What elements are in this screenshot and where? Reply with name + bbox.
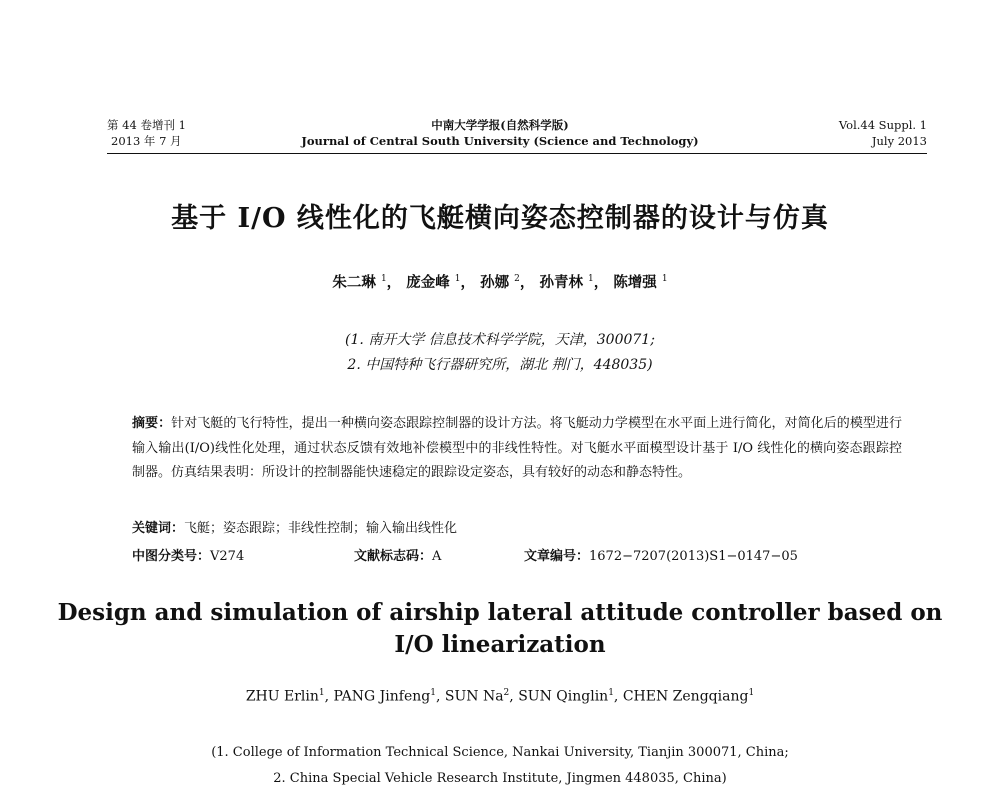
author-affiliation-mark: 1 xyxy=(454,274,461,285)
doc-code-label: 文献标志码： xyxy=(354,549,433,564)
clc-value: V274 xyxy=(210,549,245,564)
header-volume-en: Vol.44 Suppl. 1 xyxy=(838,118,927,132)
paper-title-en-line: I/O linearization xyxy=(394,631,606,658)
abstract-label: 摘要： xyxy=(132,416,172,431)
affiliation-line: 2. 中国特种飞行器研究所，湖北 荆门，448035) xyxy=(347,357,653,373)
journal-name-cn: 中南大学学报(自然科学版) xyxy=(431,118,569,132)
author-name: 庞金峰 xyxy=(406,274,450,291)
author-affiliation-mark: 2 xyxy=(514,274,520,285)
keywords-cn xyxy=(132,519,902,539)
author-name-en: PANG Jinfeng xyxy=(333,688,431,705)
header-volume-cn: 第 44 卷增刊 1 xyxy=(107,118,186,132)
authors-cn: 朱二琳 $^1$， 庞金峰 $^1$， 孙娜 $^2$， 孙青林 $^1$， 陈增强 $^1$ xyxy=(332,274,668,291)
author-affiliation-mark: 2 xyxy=(503,688,510,698)
abstract-cn xyxy=(132,412,902,486)
author-name-en: SUN Na xyxy=(444,688,504,705)
author-name-en: SUN Qinglin xyxy=(518,688,609,705)
author-affiliation-mark: 1 xyxy=(608,688,614,698)
article-number-label: 文章编号： xyxy=(524,549,590,564)
affiliation-line-en: (1. College of Information Technical Science, Nankai University, Tianjin 300071, China; xyxy=(211,745,789,760)
paper-title-en xyxy=(0,597,1000,661)
paper-title-en-line: Design and simulation of airship lateral attitude controller based on xyxy=(57,599,943,626)
authors-en: ZHU Erlin$^1$, PANG Jinfeng$^1$, SUN Na$^2$, SUN Qinglin$^1$, CHEN Zengqiang$^1$ xyxy=(245,688,755,705)
author-name: 陈增强 xyxy=(613,274,657,291)
clc-label: 中图分类号： xyxy=(132,549,211,564)
author-affiliation-mark: 1 xyxy=(380,274,387,285)
paper-title-cn: 基于 I/O 线性化的飞艇横向姿态控制器的设计与仿真 xyxy=(171,203,829,234)
author-name-en: ZHU Erlin xyxy=(245,688,319,705)
affiliation-line: (1. 南开大学 信息技术科学学院，天津，300071; xyxy=(345,332,655,348)
header-date-cn: 2013 年 7 月 xyxy=(111,134,182,148)
author-name-en: CHEN Zengqiang xyxy=(622,688,749,705)
author-name: 孙娜 xyxy=(480,274,510,291)
document-code xyxy=(354,547,441,567)
affiliations-en xyxy=(0,740,1000,792)
author-affiliation-mark: 1 xyxy=(318,688,325,698)
author-affiliation-mark: 1 xyxy=(748,688,755,698)
article-number xyxy=(524,547,798,567)
author-affiliation-mark: 1 xyxy=(430,688,436,698)
header-center xyxy=(300,117,700,149)
author-affiliation-mark: 1 xyxy=(588,274,594,285)
header-rule xyxy=(107,153,927,154)
header-left xyxy=(107,117,237,149)
journal-name-en: Journal of Central South University (Science and Technology) xyxy=(301,134,699,148)
author-name: 孙青林 xyxy=(539,274,583,291)
doc-code-value: A xyxy=(432,549,442,564)
keywords-label: 关键词： xyxy=(132,521,185,536)
abstract-text: 针对飞艇的飞行特性，提出一种横向姿态跟踪控制器的设计方法。将飞艇动力学模型在水平面上进行简化，对简化后的模型进行输入输出(I/O)线性化处理，通过状态反馈有效地补偿模型中的非线性特性。对飞艇水平面模型设计基于 I/O 线性化的横向姿态跟踪控制器。仿真结果表明：所设计的控制器能快速稳定的跟踪设定姿态，具有较好的动态和静态特性。 xyxy=(132,416,902,480)
affiliation-line-en: 2. China Special Vehicle Research Institute, Jingmen 448035, China) xyxy=(273,771,727,786)
author-affiliation-mark: 1 xyxy=(661,274,668,285)
article-number-value: 1672−7207(2013)S1−0147−05 xyxy=(589,549,798,564)
header-date-en: July 2013 xyxy=(871,134,927,148)
clc-number xyxy=(132,547,244,567)
affiliations-cn xyxy=(0,328,1000,378)
keywords-text: 飞艇；姿态跟踪；非线性控制；输入输出线性化 xyxy=(184,521,458,536)
header-right xyxy=(760,117,927,149)
author-name: 朱二琳 xyxy=(332,274,376,291)
